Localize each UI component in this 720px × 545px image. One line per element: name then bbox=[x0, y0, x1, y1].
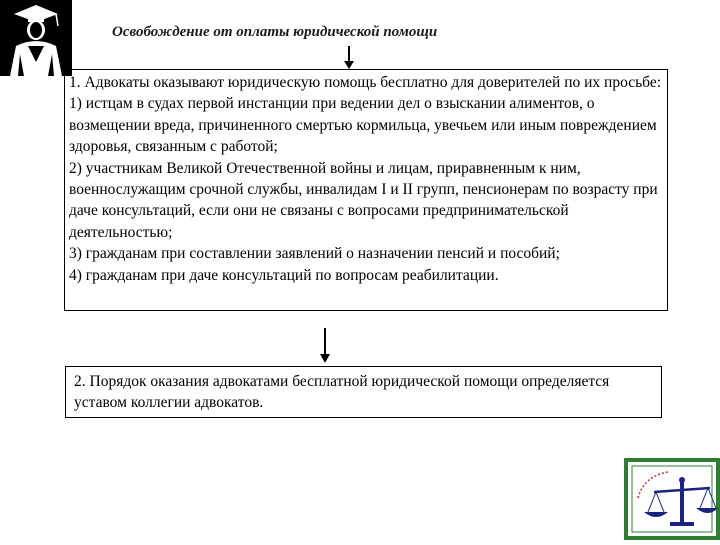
page-title: Освобождение от оплаты юридической помощи bbox=[112, 24, 438, 40]
procedure-text: 2. Порядок оказания адвокатами бесплатной юридической помощи определяется уставом коллегии адвокатов. bbox=[74, 373, 610, 411]
graduate-logo-icon bbox=[0, 0, 72, 76]
procedure-box bbox=[65, 366, 662, 418]
scales-of-justice-icon bbox=[624, 458, 720, 540]
exemption-item-1: 1) истцам в судах первой инстанции при ведении дел о взыскании алиментов, о возмещении вреда, причиненного смертью кормильца, увечьем или иным повреждением здоровья, связанным с работой; bbox=[69, 95, 657, 156]
exemptions-box bbox=[64, 69, 668, 311]
exemption-item-4: 4) гражданам при даче консультаций по вопросам реабилитации. bbox=[69, 266, 499, 284]
down-arrow-icon bbox=[318, 328, 332, 364]
exemption-item-3: 3) гражданам при составлении заявлений о назначении пенсий и пособий; bbox=[69, 245, 560, 263]
exemption-item-2: 2) участникам Великой Отечественной войны и лицам, приравненным к ним, военнослужащим срочной службы, инвалидам I и II групп, пенсионерам по возрасту при даче консультаций, если они не связаны с вопросами предпринимательской деятельностью; bbox=[69, 159, 658, 241]
down-arrow-icon bbox=[342, 46, 356, 70]
exemptions-intro: 1. Адвокаты оказывают юридическую помощь бесплатно для доверителей по их просьбе: bbox=[69, 74, 662, 91]
